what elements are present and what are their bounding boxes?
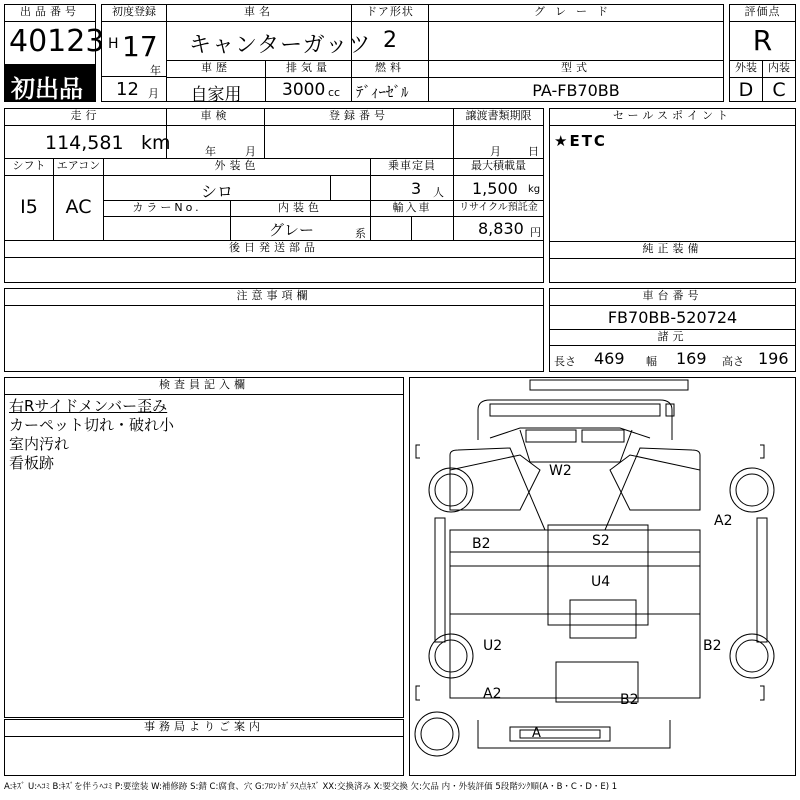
genuine-cell: [549, 258, 796, 283]
later-parts-label: 後日発送部品: [229, 241, 319, 254]
recycle-label-cell: [453, 200, 544, 217]
ac: AC: [65, 196, 92, 218]
history-label-cell: [166, 60, 266, 78]
lot-number: 40123: [9, 24, 105, 59]
transfer-month-unit: 月: [490, 145, 501, 158]
chassis-number: FB70BB-520724: [607, 308, 738, 327]
first-listing-badge: [4, 64, 96, 102]
history-label: 車歴: [201, 61, 231, 74]
color-no-label: カラーNo.: [132, 201, 202, 214]
displacement-cell: [265, 77, 352, 102]
car-name-cell: [166, 21, 372, 61]
later-parts-cell: [4, 257, 544, 283]
max-load-cell: [453, 175, 544, 201]
interior-color-label: 内装色: [278, 201, 323, 214]
legend: A:ｷｽﾞ U:ﾍｺﾐ B:ｷｽﾞを伴うﾍｺﾐ P:要塗装 W:補修跡 S:錆 C:腐食、穴 G:ﾌﾛﾝﾄｶﾞﾗｽ点ｷｽﾞ XX:交換済み X:要交換 欠:欠品 内・外装評価 5段階ﾗﾝｸ順(A・B・C・D・E) 1: [4, 782, 618, 792]
inspection-cell: [166, 125, 265, 159]
interior-color: グレー: [269, 221, 315, 239]
color-no-cell: [103, 216, 231, 241]
reg-year: 17: [122, 30, 158, 63]
recycle-cell: [453, 216, 544, 241]
mark-u4: U4: [591, 574, 611, 590]
grade-label: グレード: [534, 5, 618, 18]
month-unit: 月: [148, 87, 159, 100]
mark-w2: W2: [549, 463, 572, 479]
inspector-notes-cell: [4, 394, 404, 718]
transfer-label: 譲渡書類期限: [465, 109, 532, 122]
sales-points-label: セールスポイント: [612, 109, 732, 122]
lot-label-cell: [4, 4, 96, 22]
recycle-label: リサイクル預託金: [459, 202, 538, 213]
max-load-unit: kg: [528, 184, 541, 195]
inspector-label: 検査員記入欄: [159, 378, 249, 391]
fuel: ﾃﾞｨｰｾﾞﾙ: [356, 83, 409, 101]
exterior-color-label-cell: [103, 158, 371, 176]
notes-label-cell: [4, 288, 544, 306]
lot-number-cell: [4, 21, 105, 65]
interior-grade: C: [772, 79, 786, 101]
model: PA-FB70BB: [532, 81, 620, 100]
model-label-cell: [428, 60, 724, 78]
import-label: 輸入車: [392, 201, 432, 214]
mileage-cell: [4, 125, 171, 159]
dims-label-cell: [549, 329, 796, 346]
width: 169: [676, 349, 707, 368]
score-cell: [729, 21, 796, 61]
ac-label: エアコン: [56, 159, 101, 172]
first-reg-month-cell: [101, 76, 167, 102]
mileage-label-cell: [4, 108, 167, 126]
displacement: 3000: [282, 80, 326, 100]
import-label-cell: [370, 200, 454, 217]
height-label: 高さ: [722, 355, 744, 368]
door-label-cell: [351, 4, 429, 22]
max-load-label-cell: [453, 158, 544, 176]
max-load-label: 最大積載量: [471, 159, 526, 172]
interior-color-unit: 系: [355, 227, 366, 240]
exterior-color-label: 外装色: [214, 159, 260, 172]
score-label-cell: [729, 4, 796, 22]
genuine-label: 純正装備: [642, 242, 703, 255]
exterior-label-cell: [729, 60, 763, 78]
car-name-label-cell: [166, 4, 352, 22]
grade-cell: [428, 21, 724, 61]
inspection-year-unit: 年: [205, 145, 216, 158]
length-label: 長さ: [554, 355, 576, 368]
car-name: キャンターガッツ: [189, 33, 372, 58]
mark-b2-right: B2: [703, 638, 722, 654]
year-unit: 年: [150, 64, 161, 77]
reg-no-label: 登録番号: [329, 109, 389, 122]
max-load: 1,500: [472, 179, 518, 198]
first-reg-label-cell: [101, 4, 167, 22]
shift-label-cell: [4, 158, 54, 176]
capacity-cell: [370, 175, 454, 201]
exterior-color: シロ: [200, 182, 233, 201]
mark-a2-left: A2: [483, 686, 502, 702]
exterior-grade-cell: [729, 77, 763, 102]
inspector-notes: [9, 397, 174, 473]
office-label-cell: [4, 719, 404, 737]
inspector-label-cell: [4, 377, 404, 395]
inspection-label-cell: [166, 108, 265, 126]
displacement-unit: cc: [328, 86, 341, 99]
later-parts-label-cell: [4, 240, 544, 258]
displacement-label-cell: [265, 60, 352, 78]
transfer-label-cell: [453, 108, 544, 126]
mark-b2-bottom: B2: [620, 692, 639, 708]
exterior-color-extra-cell: [330, 175, 371, 201]
recycle-unit: 円: [530, 226, 541, 239]
chassis-label: 車台番号: [642, 289, 703, 302]
exterior-grade: D: [738, 79, 754, 101]
shift: I5: [20, 196, 38, 218]
chassis-label-cell: [549, 288, 796, 306]
first-reg-year-cell: [101, 21, 167, 77]
mileage: 114,581: [45, 132, 124, 154]
history-cell: [166, 77, 266, 105]
capacity-unit: 人: [433, 186, 444, 199]
interior-grade-cell: [762, 77, 796, 102]
mark-b2-left: B2: [472, 536, 491, 552]
model-label: 型式: [561, 61, 591, 74]
first-listing-text: 初出品: [11, 75, 83, 103]
mileage-unit: km: [141, 132, 171, 154]
capacity-label: 乗車定員: [388, 159, 436, 172]
interior-label: 内装: [768, 61, 790, 74]
interior-label-cell: [762, 60, 796, 78]
reg-month: 12: [116, 79, 139, 100]
reg-no-cell: [264, 125, 454, 159]
notes-label: 注意事項欄: [236, 289, 312, 302]
notes-cell: [4, 305, 544, 372]
capacity: 3: [411, 179, 422, 198]
ac-cell: [53, 175, 104, 241]
score: R: [752, 24, 773, 57]
history: 自家用: [190, 85, 242, 105]
length: 469: [594, 349, 625, 368]
capacity-label-cell: [370, 158, 454, 176]
inspector-note-line: 看板跡: [9, 454, 55, 472]
exterior-label: 外装: [735, 61, 757, 74]
office-label: 事務局よりご案内: [144, 720, 264, 733]
interior-color-cell: [230, 216, 371, 241]
mark-a-bottom: A: [532, 726, 541, 741]
width-label: 幅: [646, 355, 657, 368]
era: H: [108, 36, 119, 52]
import-cell-2: [411, 216, 454, 241]
sales-points-label-cell: [549, 108, 796, 126]
transfer-day-unit: 日: [528, 145, 539, 158]
first-reg-label: 初度登録: [112, 5, 156, 18]
score-label: 評価点: [744, 5, 781, 18]
mileage-label: 走行: [70, 109, 101, 122]
door-label: ドア形状: [366, 5, 414, 18]
transfer-cell: [453, 125, 544, 159]
genuine-label-cell: [549, 241, 796, 259]
recycle: 8,830: [478, 219, 524, 238]
chassis-cell: [549, 305, 796, 330]
interior-color-label-cell: [230, 200, 371, 217]
inspector-note-line: カーペット切れ・破れ小: [9, 416, 175, 434]
model-cell: [428, 77, 724, 102]
doors-cell: [351, 21, 429, 61]
mark-u2: U2: [483, 638, 503, 654]
car-name-label: 車名: [244, 5, 274, 18]
office-cell: [4, 736, 404, 776]
grade-label-cell: [428, 4, 724, 22]
doors: 2: [383, 28, 397, 53]
inspector-note-line: 右Rサイドメンバー歪み: [9, 397, 168, 415]
inspection-label: 車検: [200, 109, 231, 122]
displacement-label: 排気量: [286, 61, 331, 74]
dims-cell: [549, 345, 796, 372]
reg-no-label-cell: [264, 108, 454, 126]
import-cell-1: [370, 216, 412, 241]
shift-cell: [4, 175, 54, 241]
inspector-note-line: 室内汚れ: [9, 435, 70, 453]
lot-label: 出品番号: [20, 5, 80, 18]
fuel-label-cell: [351, 60, 429, 78]
shift-label: シフト: [12, 159, 46, 172]
mark-s2: S2: [592, 533, 610, 549]
height: 196: [758, 349, 789, 368]
dims-label: 諸元: [657, 330, 688, 343]
color-no-label-cell: [103, 200, 231, 217]
exterior-color-cell: [103, 175, 331, 201]
fuel-label: 燃料: [375, 61, 405, 74]
sales-points: ★ETC: [554, 132, 607, 150]
inspection-month-unit: 月: [245, 145, 256, 158]
fuel-cell: [351, 77, 429, 102]
sales-points-cell: [549, 125, 796, 242]
mark-a2-right: A2: [714, 513, 733, 529]
ac-label-cell: [53, 158, 104, 176]
